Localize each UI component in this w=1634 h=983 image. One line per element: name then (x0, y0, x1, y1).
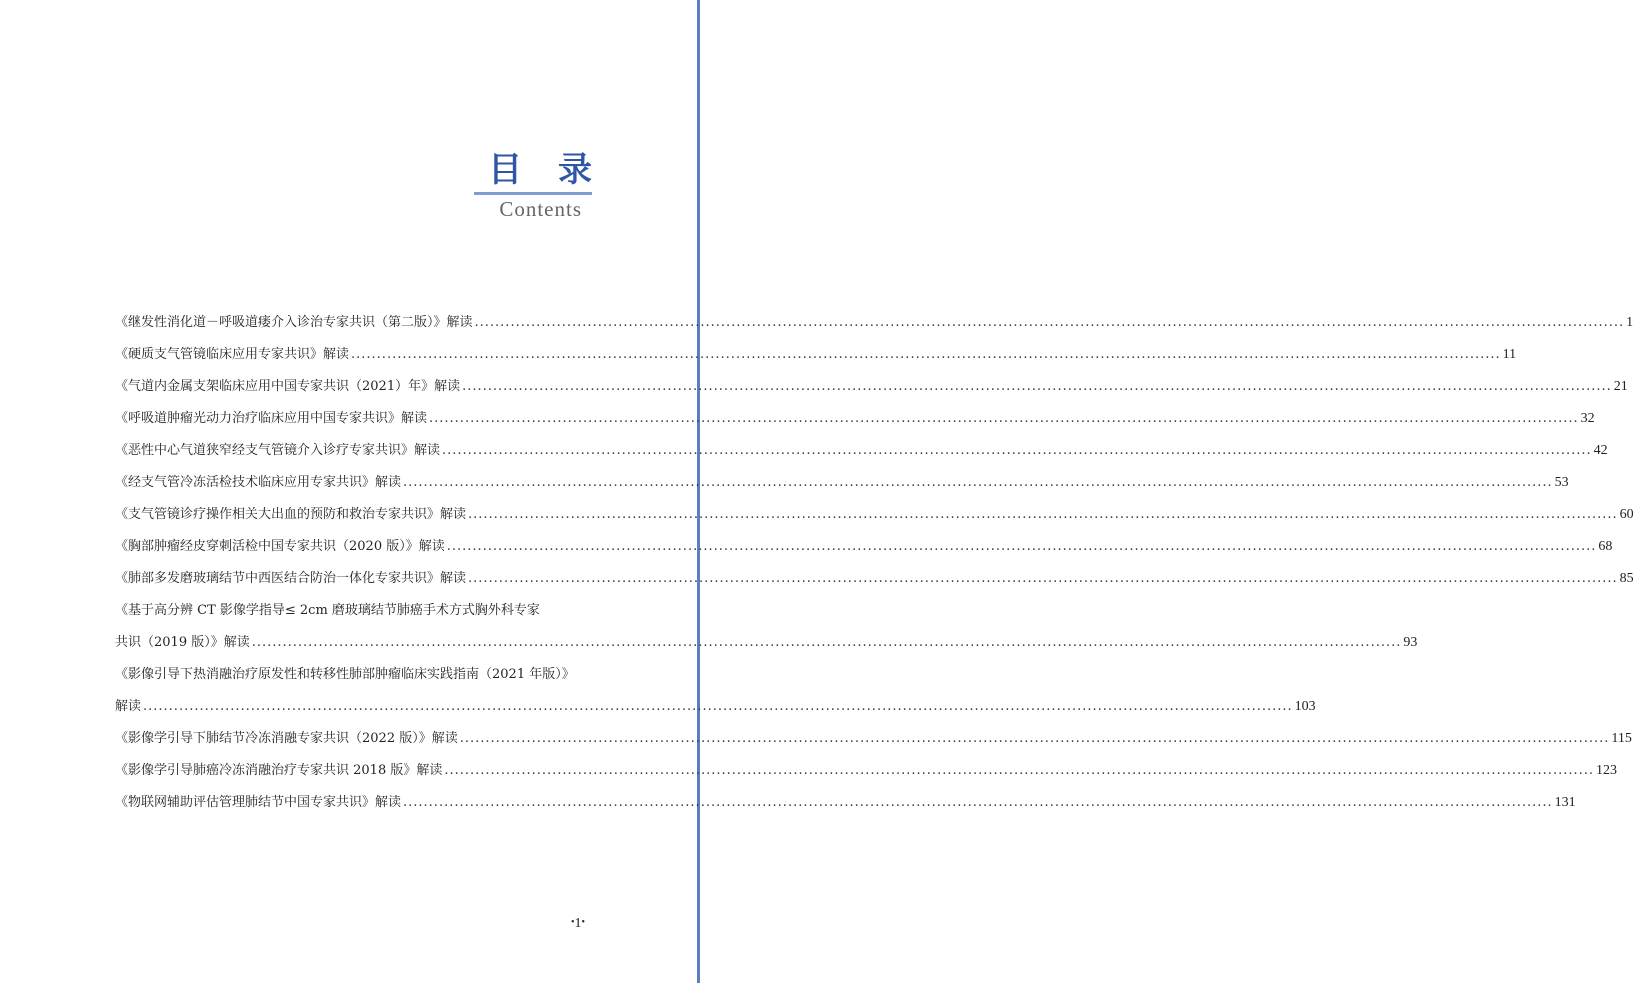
toc-entry-title: 《气道内金属支架临床应用中国专家共识（2021）年》解读 (115, 379, 461, 394)
toc-entry-title: 《胸部肿瘤经皮穿刺活检中国专家共识（2020 版）》解读 (115, 539, 445, 554)
toc-entry-page: 93 (1403, 635, 1418, 650)
toc-entry-title: 解读 (115, 699, 142, 714)
dot-leader (468, 499, 1618, 531)
dot-leader (468, 563, 1618, 595)
toc-entry[interactable] (115, 435, 1608, 467)
dot-leader (460, 723, 1610, 755)
page-number: •1• (570, 916, 586, 931)
toc-entry[interactable] (115, 371, 1628, 403)
toc-entry-page: 131 (1554, 795, 1576, 810)
toc-entry-title: 《支气管镜诊疗操作相关大出血的预防和救治专家共识》解读 (115, 507, 467, 522)
toc-entry[interactable] (115, 627, 1418, 659)
toc-entry[interactable] (115, 403, 1595, 435)
toc-entry-page: 21 (1613, 379, 1628, 394)
toc-entry-title: 共识（2019 版）》解读 (115, 635, 250, 650)
table-of-contents (115, 307, 1634, 819)
toc-entry-page: 42 (1593, 443, 1608, 458)
toc-entry-page: 11 (1502, 347, 1517, 362)
title-underline (474, 192, 592, 195)
toc-entry-page: 60 (1619, 507, 1634, 522)
toc-entry-title: 《恶性中心气道狭窄经支气管镜介入诊疗专家共识》解读 (115, 443, 441, 458)
dot-leader (444, 755, 1594, 787)
toc-entry-first-line[interactable]: 《基于高分辨 CT 影像学指导≤ 2cm 磨玻璃结节肺癌手术方式胸外科专家 (115, 603, 540, 618)
toc-entry-title: 《继发性消化道－呼吸道瘘介入诊治专家共识（第二版）》解读 (115, 315, 473, 330)
toc-entry-title: 《呼吸道肿瘤光动力治疗临床应用中国专家共识》解读 (115, 411, 428, 426)
toc-entry-title: 《影像学引导肺癌冷冻消融治疗专家共识 2018 版》解读 (115, 763, 443, 778)
dot-leader (351, 339, 1501, 371)
dot-leader (252, 627, 1402, 659)
dot-leader (447, 531, 1597, 563)
toc-entry[interactable] (115, 339, 1517, 371)
toc-entry[interactable] (115, 563, 1634, 595)
toc-entry-page: 115 (1611, 731, 1632, 746)
dot-leader (403, 467, 1553, 499)
dot-leader (143, 691, 1293, 723)
toc-entry[interactable] (115, 755, 1617, 787)
dot-leader (442, 435, 1592, 467)
toc-entry-title: 《物联网辅助评估管理肺结节中国专家共识》解读 (115, 795, 402, 810)
toc-entry[interactable] (115, 723, 1632, 755)
toc-entry-page: 1 (1626, 315, 1634, 330)
toc-entry[interactable] (115, 691, 1316, 723)
dot-leader (462, 371, 1612, 403)
toc-entry[interactable] (115, 467, 1569, 499)
toc-entry-title: 《硬质支气管镜临床应用专家共识》解读 (115, 347, 350, 362)
page-subtitle: Contents (499, 197, 582, 221)
toc-heading (462, 150, 604, 222)
toc-entry[interactable] (115, 787, 1576, 819)
toc-entry-page: 85 (1619, 571, 1634, 586)
toc-entry-page: 53 (1554, 475, 1569, 490)
dot-leader (475, 307, 1625, 339)
dot-leader (403, 787, 1553, 819)
toc-entry-title: 《经支气管冷冻活检技术临床应用专家共识》解读 (115, 475, 402, 490)
page-title: 目 录 (488, 150, 604, 190)
toc-entry-page: 103 (1294, 699, 1316, 714)
dot-leader (429, 403, 1579, 435)
toc-entry-first-line[interactable]: 《影像引导下热消融治疗原发性和转移性肺部肿瘤临床实践指南（2021 年版）》 (115, 667, 575, 682)
toc-entry-page: 68 (1598, 539, 1613, 554)
toc-entry-page: 123 (1596, 763, 1617, 778)
page-number-value: 1 (574, 916, 582, 931)
toc-entry[interactable] (115, 531, 1613, 563)
toc-entry-title: 《肺部多发磨玻璃结节中西医结合防治一体化专家共识》解读 (115, 571, 467, 586)
toc-entry[interactable] (115, 499, 1634, 531)
toc-entry-page: 32 (1580, 411, 1595, 426)
toc-entry[interactable] (115, 307, 1634, 339)
toc-entry-title: 《影像学引导下肺结节冷冻消融专家共识（2022 版）》解读 (115, 731, 458, 746)
